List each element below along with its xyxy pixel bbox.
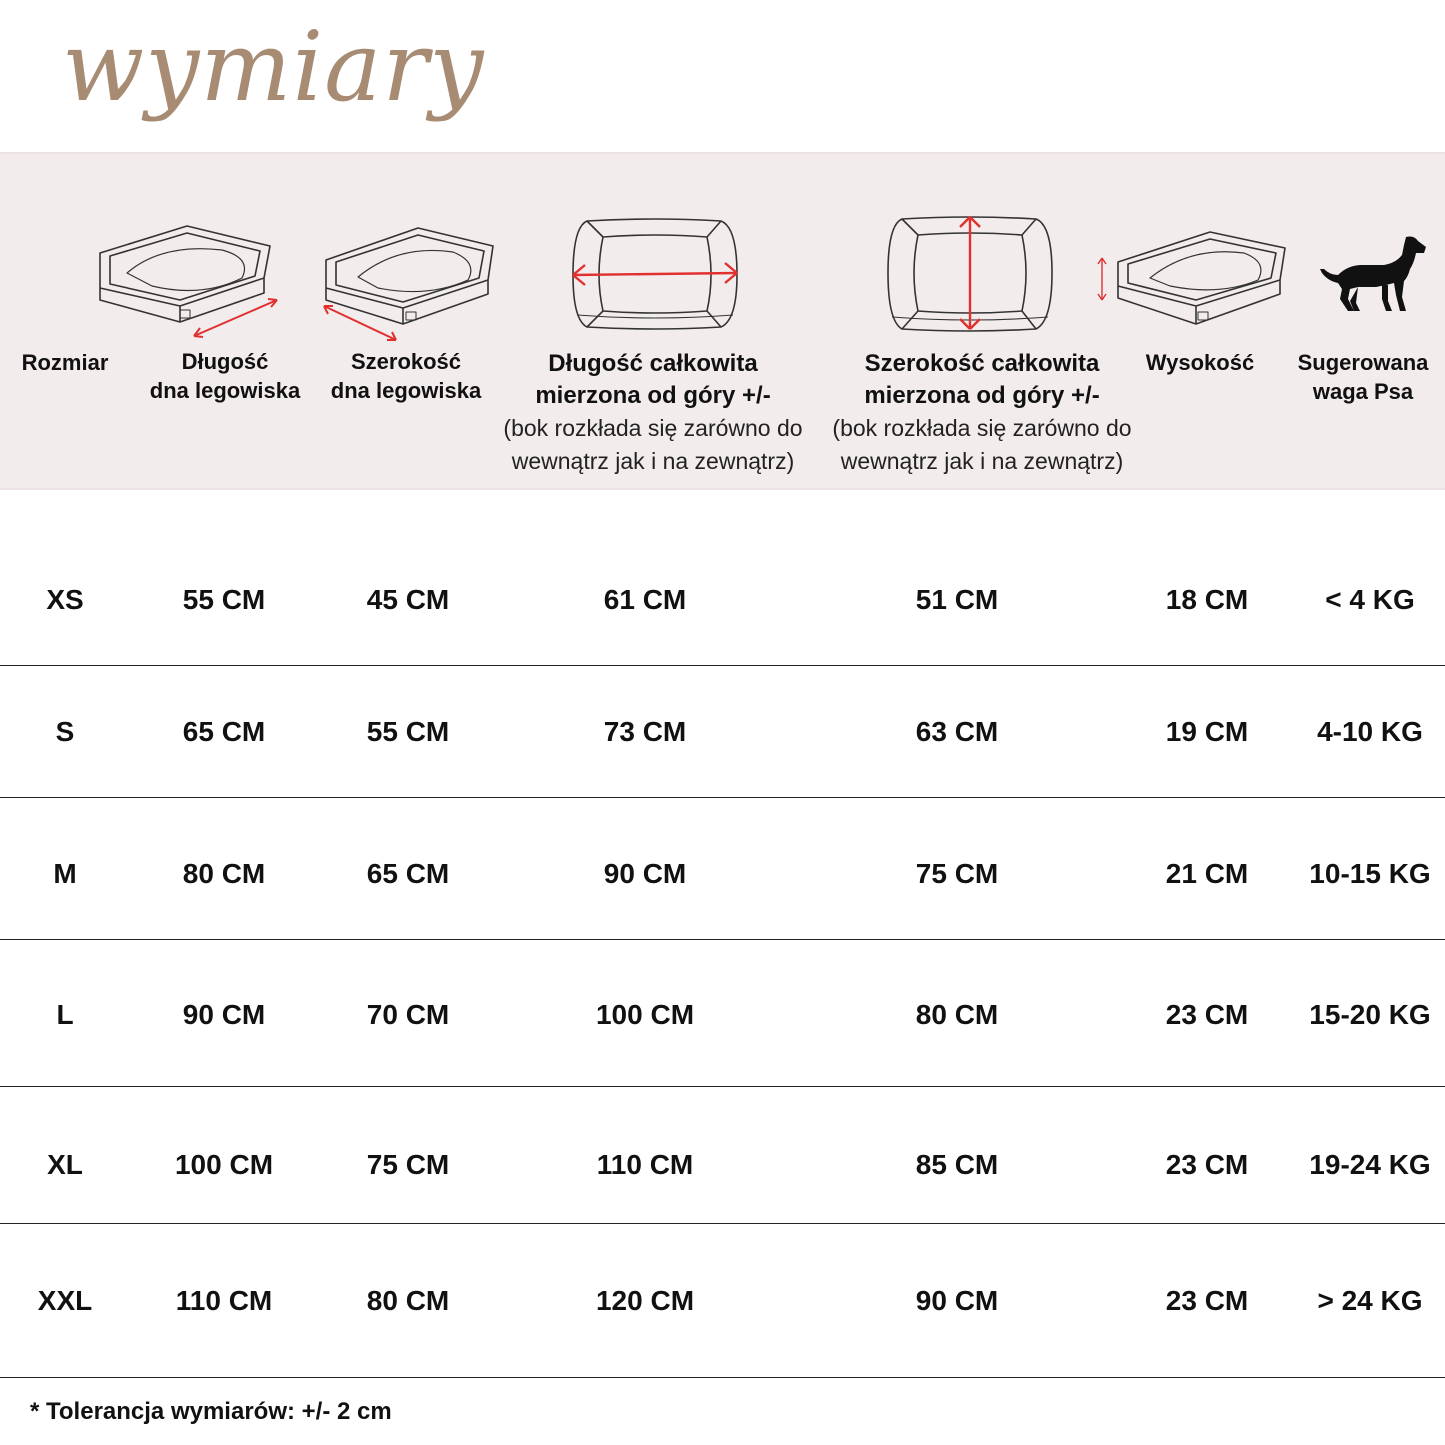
header-total-length-line1: Długość całkowita bbox=[548, 350, 758, 377]
weight-cell: 15-20 KG bbox=[1309, 999, 1431, 1030]
bottom-length-cell: 65 CM bbox=[182, 716, 266, 747]
header-bottom-width-line2: dna legowiska bbox=[330, 378, 482, 403]
bottom-length-cell: 55 CM bbox=[182, 584, 266, 615]
header-total-width-note1: (bok rozkłada się zarówno do bbox=[832, 415, 1132, 441]
header-bottom-length bbox=[130, 347, 320, 405]
header-size-label: Rozmiar bbox=[21, 350, 109, 375]
total-length-cell: 120 CM bbox=[595, 1285, 695, 1316]
bottom-length-cell: 100 CM bbox=[174, 1149, 274, 1180]
header-size bbox=[10, 348, 120, 377]
height-cell: 18 CM bbox=[1165, 584, 1249, 615]
total-length-cell: 61 CM bbox=[603, 584, 687, 615]
bed-top-width-illustration bbox=[880, 213, 1060, 335]
header-total-width-line2: mierzona od góry +/- bbox=[864, 382, 1100, 409]
header-total-width-note2: wewnątrz jak i na zewnątrz) bbox=[840, 448, 1124, 474]
bottom-length-cell: 110 CM bbox=[175, 1285, 273, 1316]
total-width-cell: 51 CM bbox=[915, 584, 999, 615]
bed-width-illustration bbox=[318, 222, 498, 348]
bottom-width-cell: 45 CM bbox=[366, 584, 450, 615]
header-bottom-length-line1: Długość bbox=[181, 349, 269, 374]
bed-top-length-illustration bbox=[565, 215, 745, 333]
header-bottom-length-line2: dna legowiska bbox=[149, 378, 301, 403]
header-height-label: Wysokość bbox=[1145, 350, 1255, 375]
header-weight-line1: Sugerowana bbox=[1297, 350, 1429, 375]
height-cell: 23 CM bbox=[1165, 1285, 1249, 1316]
row-divider bbox=[0, 797, 1445, 798]
size-cell: XL bbox=[47, 1149, 83, 1180]
total-width-cell: 90 CM bbox=[915, 1285, 999, 1316]
total-length-cell: 100 CM bbox=[595, 999, 695, 1030]
header-total-width bbox=[818, 348, 1146, 478]
height-cell: 19 CM bbox=[1165, 716, 1249, 747]
weight-cell: > 24 KG bbox=[1317, 1285, 1423, 1316]
dog-silhouette-icon bbox=[1318, 233, 1428, 315]
row-divider bbox=[0, 1377, 1445, 1378]
height-cell: 23 CM bbox=[1165, 999, 1249, 1030]
size-cell: XS bbox=[46, 584, 84, 615]
bottom-length-cell: 90 CM bbox=[182, 999, 266, 1030]
header-total-width-line1: Szerokość całkowita bbox=[864, 350, 1100, 377]
height-cell: 23 CM bbox=[1165, 1149, 1249, 1180]
bottom-length-cell: 80 CM bbox=[182, 858, 266, 889]
total-length-cell: 90 CM bbox=[603, 858, 687, 889]
size-cell: M bbox=[53, 858, 77, 889]
total-length-cell: 110 CM bbox=[596, 1149, 694, 1180]
row-divider bbox=[0, 1223, 1445, 1224]
bed-length-illustration bbox=[92, 218, 287, 346]
height-cell: 21 CM bbox=[1165, 858, 1249, 889]
total-length-cell: 73 CM bbox=[603, 716, 687, 747]
bottom-width-cell: 80 CM bbox=[366, 1285, 450, 1316]
row-divider bbox=[0, 1086, 1445, 1087]
size-cell: S bbox=[55, 716, 75, 747]
bottom-width-cell: 65 CM bbox=[366, 858, 450, 889]
total-width-cell: 80 CM bbox=[915, 999, 999, 1030]
tolerance-footnote: * Tolerancja wymiarów: +/- 2 cm bbox=[30, 1398, 392, 1425]
total-width-cell: 63 CM bbox=[915, 716, 999, 747]
size-cell: L bbox=[56, 999, 74, 1030]
weight-cell: 10-15 KG bbox=[1309, 858, 1431, 889]
header-bottom-width-line1: Szerokość bbox=[350, 349, 462, 374]
header-bottom-width bbox=[315, 347, 497, 405]
weight-cell: < 4 KG bbox=[1325, 584, 1415, 615]
bed-height-illustration bbox=[1092, 228, 1292, 336]
total-width-cell: 85 CM bbox=[915, 1149, 999, 1180]
bottom-width-cell: 55 CM bbox=[366, 716, 450, 747]
weight-cell: 19-24 KG bbox=[1309, 1149, 1431, 1180]
bottom-width-cell: 70 CM bbox=[366, 999, 450, 1030]
header-weight bbox=[1285, 348, 1441, 406]
bottom-width-cell: 75 CM bbox=[366, 1149, 450, 1180]
header-height bbox=[1130, 348, 1270, 377]
row-divider bbox=[0, 939, 1445, 940]
header-total-length bbox=[488, 348, 818, 478]
page-title: wymiary bbox=[62, 11, 485, 123]
header-weight-line2: waga Psa bbox=[1312, 379, 1414, 404]
header-total-length-line2: mierzona od góry +/- bbox=[535, 382, 771, 409]
size-cell: XXL bbox=[37, 1285, 93, 1316]
row-divider bbox=[0, 665, 1445, 666]
header-total-length-note1: (bok rozkłada się zarówno do bbox=[503, 415, 803, 441]
header-total-length-note2: wewnątrz jak i na zewnątrz) bbox=[511, 448, 795, 474]
total-width-cell: 75 CM bbox=[915, 858, 999, 889]
weight-cell: 4-10 KG bbox=[1317, 716, 1423, 747]
